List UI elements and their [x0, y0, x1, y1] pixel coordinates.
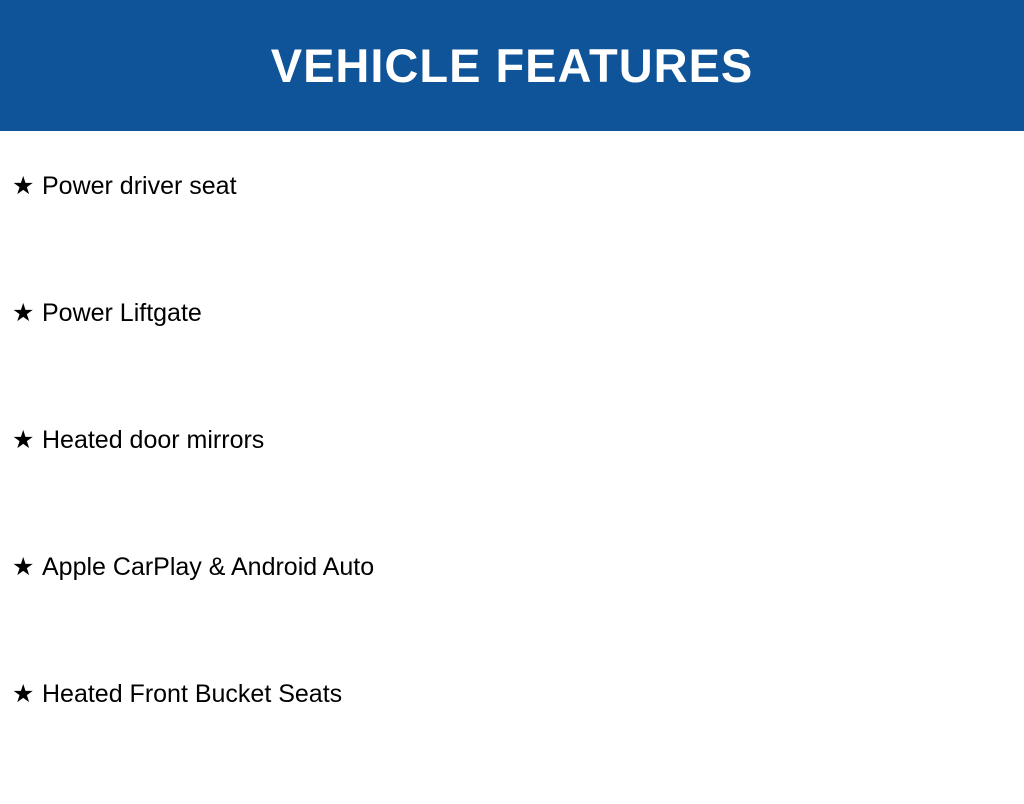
feature-label: Heated Front Bucket Seats: [42, 680, 343, 708]
feature-label: Heated door mirrors: [42, 426, 265, 454]
list-item: [0, 296, 1024, 423]
star-bullet-icon: ★: [12, 298, 35, 327]
list-item: [0, 423, 1024, 550]
features-list: [0, 131, 1024, 804]
star-bullet-icon: ★: [12, 171, 35, 200]
star-bullet-icon: ★: [12, 425, 35, 454]
feature-label: Power driver seat: [42, 172, 237, 200]
list-item: [0, 169, 1024, 296]
list-item: [0, 550, 1024, 677]
star-bullet-icon: ★: [12, 679, 35, 708]
page-title: VEHICLE FEATURES: [270, 39, 754, 92]
list-item: [0, 677, 1024, 804]
star-bullet-icon: ★: [12, 552, 35, 581]
feature-label: Power Liftgate: [42, 299, 202, 327]
slide-header-band: [0, 0, 1024, 131]
feature-label: Apple CarPlay & Android Auto: [42, 553, 375, 581]
